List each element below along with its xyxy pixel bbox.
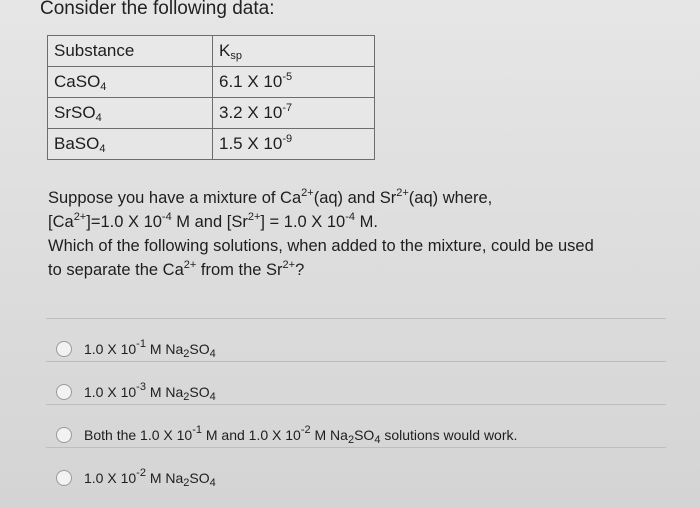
substance-cell: BaSO$_4$ [48, 129, 213, 160]
divider [46, 404, 666, 405]
radio-button[interactable] [56, 427, 72, 443]
radio-button[interactable] [56, 341, 72, 357]
divider [46, 361, 666, 362]
table-header-row [48, 36, 375, 67]
question-text [48, 186, 688, 282]
answer-option[interactable] [56, 467, 216, 489]
divider [46, 447, 666, 448]
substance-header: Substance [48, 36, 213, 67]
answer-option[interactable] [56, 338, 216, 360]
answer-option-label: 1.0 X $10^{-2}$ M $Na_2SO_4$ [84, 467, 216, 489]
substance-cell: SrSO$_4$ [48, 98, 213, 129]
radio-button[interactable] [56, 470, 72, 486]
answer-option-label: 1.0 X $10^{-1}$ M $Na_2SO_4$ [84, 338, 216, 360]
ksp-cell: 6.1 X $10^{-5}$ [213, 67, 375, 98]
ksp-cell: 3.2 X $10^{-7}$ [213, 98, 375, 129]
radio-button[interactable] [56, 384, 72, 400]
ksp-table [47, 35, 375, 160]
question-line: $[Ca^{2+}]=1.0$ X $10^{-4}$ M and $[Sr^{2+}] = 1.0$ X $10^{-4}$ M. [48, 211, 378, 231]
table-row [48, 98, 375, 129]
answer-option-label: 1.0 X $10^{-3}$ M $Na_2SO_4$ [84, 381, 216, 403]
table-row [48, 67, 375, 98]
substance-cell: CaSO$_4$ [48, 67, 213, 98]
question-line: Which of the following solutions, when added to the mixture, could be used [48, 237, 594, 255]
question-heading: Consider the following data: [40, 0, 275, 19]
answer-option-label: Both the 1.0 X $10^{-1}$ M and 1.0 X $10^{-2}$ M $Na_2SO_4$ solutions would work. [84, 424, 518, 446]
question-line: Suppose you have a mixture of $Ca^{2+}(aq)$ and $Sr^{2+}(aq)$ where, [48, 187, 493, 207]
answer-option[interactable] [56, 381, 216, 403]
ksp-header: $K_{sp}$ [213, 36, 375, 67]
question-line: to separate the $Ca^{2+}$ from the $Sr^{2+}$? [48, 259, 305, 279]
divider [46, 318, 666, 319]
table-row [48, 129, 375, 160]
ksp-cell: 1.5 X $10^{-9}$ [213, 129, 375, 160]
answer-option[interactable] [56, 424, 518, 446]
